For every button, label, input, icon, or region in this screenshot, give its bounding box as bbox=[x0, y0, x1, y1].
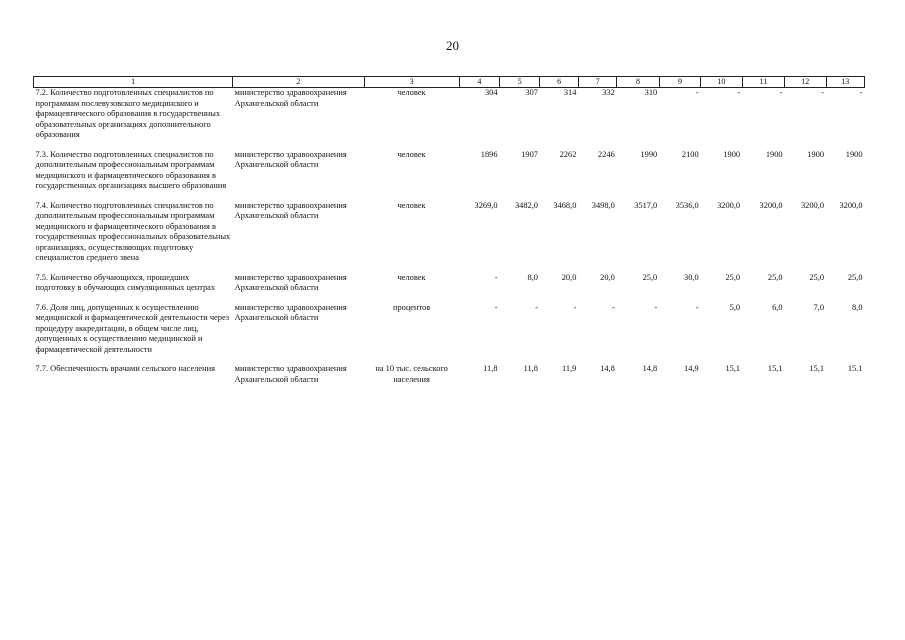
indicator-value: 25,0 bbox=[725, 272, 741, 282]
column-header: 13 bbox=[826, 77, 865, 88]
column-header: 5 bbox=[500, 77, 540, 88]
indicators-table bbox=[33, 76, 865, 394]
indicator-value: 25,0 bbox=[767, 272, 783, 282]
indicator-value: 3468,0 bbox=[553, 200, 577, 210]
indicator-value: 14,9 bbox=[684, 364, 699, 373]
responsible-org: министерство здравоохранения Архангельской области bbox=[234, 200, 347, 220]
indicator-value: 304 bbox=[484, 88, 498, 97]
column-header: 12 bbox=[785, 77, 826, 88]
unit-of-measure: человек bbox=[397, 200, 426, 210]
indicator-value: 11,8 bbox=[523, 364, 538, 373]
indicator-value: - bbox=[654, 302, 658, 312]
indicator-value: 15,1 bbox=[809, 364, 824, 373]
indicator-value: - bbox=[859, 88, 863, 97]
table-row bbox=[34, 150, 865, 201]
unit-of-measure: человек bbox=[397, 149, 426, 159]
table-body bbox=[34, 88, 865, 395]
indicator-value: 25,0 bbox=[809, 272, 824, 282]
indicator-name: 7.6. Доля лиц, допущенных к осуществлению медицинской и фармацевтической деятельности через процедуру аккредитации, в общем числе лиц, допущенных к осуществлению медицинской и фармацевтической деятельности bbox=[35, 302, 230, 354]
unit-of-measure: человек bbox=[397, 88, 426, 97]
indicator-value: 2100 bbox=[681, 149, 699, 159]
indicator-value: 15.1 bbox=[847, 364, 863, 373]
indicator-value: 1990 bbox=[640, 149, 658, 159]
indicator-value: 3200,0 bbox=[717, 200, 741, 210]
indicator-value: 2262 bbox=[559, 149, 577, 159]
indicator-value: - bbox=[494, 272, 498, 282]
indicator-value: 20,0 bbox=[561, 272, 577, 282]
table-row bbox=[34, 273, 865, 303]
indicator-value: 310 bbox=[644, 88, 658, 97]
indicator-value: 25,0 bbox=[847, 272, 863, 282]
indicator-value: 1900 bbox=[723, 149, 741, 159]
indicator-value: - bbox=[573, 302, 577, 312]
indicator-value: - bbox=[535, 302, 538, 312]
page-number: 20 bbox=[446, 38, 459, 53]
indicator-value: 3200,0 bbox=[839, 200, 863, 210]
indicator-value: - bbox=[737, 88, 741, 97]
table-row bbox=[34, 88, 865, 150]
indicator-value: - bbox=[779, 88, 783, 97]
indicator-value: 8,0 bbox=[527, 272, 538, 282]
column-header: 11 bbox=[742, 77, 784, 88]
indicator-name: 7.4. Количество подготовленных специалистов по дополнительным профессиональным программам медицинского и фармацевтического образования в государственных профессиональных образовательных организациях, осуществляющих подготовку специалистов среднего звена bbox=[35, 200, 231, 262]
indicator-value: 3482,0 bbox=[514, 200, 538, 210]
responsible-org: министерство здравоохранения Архангельской области bbox=[234, 149, 347, 169]
column-header: 8 bbox=[617, 77, 659, 88]
indicator-value: 3200,0 bbox=[759, 200, 783, 210]
column-header: 3 bbox=[364, 77, 459, 88]
indicator-value: 314 bbox=[563, 88, 577, 97]
unit-of-measure: на 10 тыс. сельского населения bbox=[375, 364, 448, 384]
column-header: 2 bbox=[233, 77, 364, 88]
responsible-org: министерство здравоохранения Архангельской области bbox=[234, 88, 347, 108]
indicator-value: 15,1 bbox=[725, 364, 741, 373]
indicator-value: 1900 bbox=[845, 149, 863, 159]
column-header: 7 bbox=[578, 77, 616, 88]
indicator-value: - bbox=[695, 88, 699, 97]
indicator-value: 11,8 bbox=[483, 364, 498, 373]
column-header: 1 bbox=[34, 77, 233, 88]
column-header: 10 bbox=[701, 77, 742, 88]
indicator-value: 5,0 bbox=[729, 302, 741, 312]
table-row bbox=[34, 364, 865, 394]
indicator-value: 20,0 bbox=[600, 272, 615, 282]
header-row bbox=[34, 77, 865, 88]
indicator-value: 1907 bbox=[521, 149, 538, 159]
indicator-value: 307 bbox=[525, 88, 538, 97]
indicator-name: 7.3. Количество подготовленных специалистов по дополнительным профессиональным программам медицинского и фармацевтического образования в государственных организациях высшего образования bbox=[35, 149, 227, 190]
indicator-value: 7,0 bbox=[813, 302, 824, 312]
indicator-value: - bbox=[695, 302, 699, 312]
indicator-value: 1900 bbox=[765, 149, 783, 159]
indicator-value: 332 bbox=[602, 88, 615, 97]
indicator-value: 3200,0 bbox=[800, 200, 824, 210]
column-header: 4 bbox=[459, 77, 499, 88]
indicator-value: 25,0 bbox=[642, 272, 658, 282]
column-header: 6 bbox=[540, 77, 578, 88]
responsible-org: министерство здравоохранения Архангельской области bbox=[234, 302, 347, 322]
indicator-value: 3498,0 bbox=[591, 200, 615, 210]
responsible-org: министерство здравоохранения Архангельской области bbox=[234, 272, 347, 292]
indicator-value: - bbox=[821, 88, 824, 97]
indicator-value: 1896 bbox=[480, 149, 498, 159]
indicator-value: 11,9 bbox=[562, 364, 577, 373]
indicator-value: 14,8 bbox=[642, 364, 658, 373]
table-row bbox=[34, 303, 865, 365]
indicator-name: 7.2. Количество подготовленных специалистов по программам послевузовского медицинского и фармацевтического образования в государственных образовательных организациях дополнительного образования bbox=[35, 88, 221, 139]
indicator-value: 3536,0 bbox=[675, 200, 699, 210]
unit-of-measure: человек bbox=[397, 272, 426, 282]
indicator-value: 8,0 bbox=[852, 302, 863, 312]
column-header: 9 bbox=[659, 77, 700, 88]
indicator-value: - bbox=[611, 302, 615, 312]
indicator-value: 2246 bbox=[598, 149, 615, 159]
indicator-value: 3269,0 bbox=[474, 200, 498, 210]
indicator-value: 14,8 bbox=[600, 364, 615, 373]
indicator-value: - bbox=[494, 302, 498, 312]
table-row bbox=[34, 201, 865, 273]
unit-of-measure: процентов bbox=[392, 302, 431, 312]
indicator-value: 3517,0 bbox=[634, 200, 658, 210]
indicator-value: 30,0 bbox=[684, 272, 699, 282]
indicator-value: 1900 bbox=[807, 149, 824, 159]
indicator-name: 7.5. Количество обучающихся, прошедших подготовку в обучающих симуляционных центрах bbox=[35, 272, 216, 292]
indicator-value: 6,0 bbox=[772, 302, 783, 312]
indicator-name: 7.7. Обеспеченность врачами сельского населения bbox=[35, 364, 215, 373]
indicator-value: 15,1 bbox=[767, 364, 783, 373]
responsible-org: министерство здравоохранения Архангельской области bbox=[234, 364, 347, 384]
